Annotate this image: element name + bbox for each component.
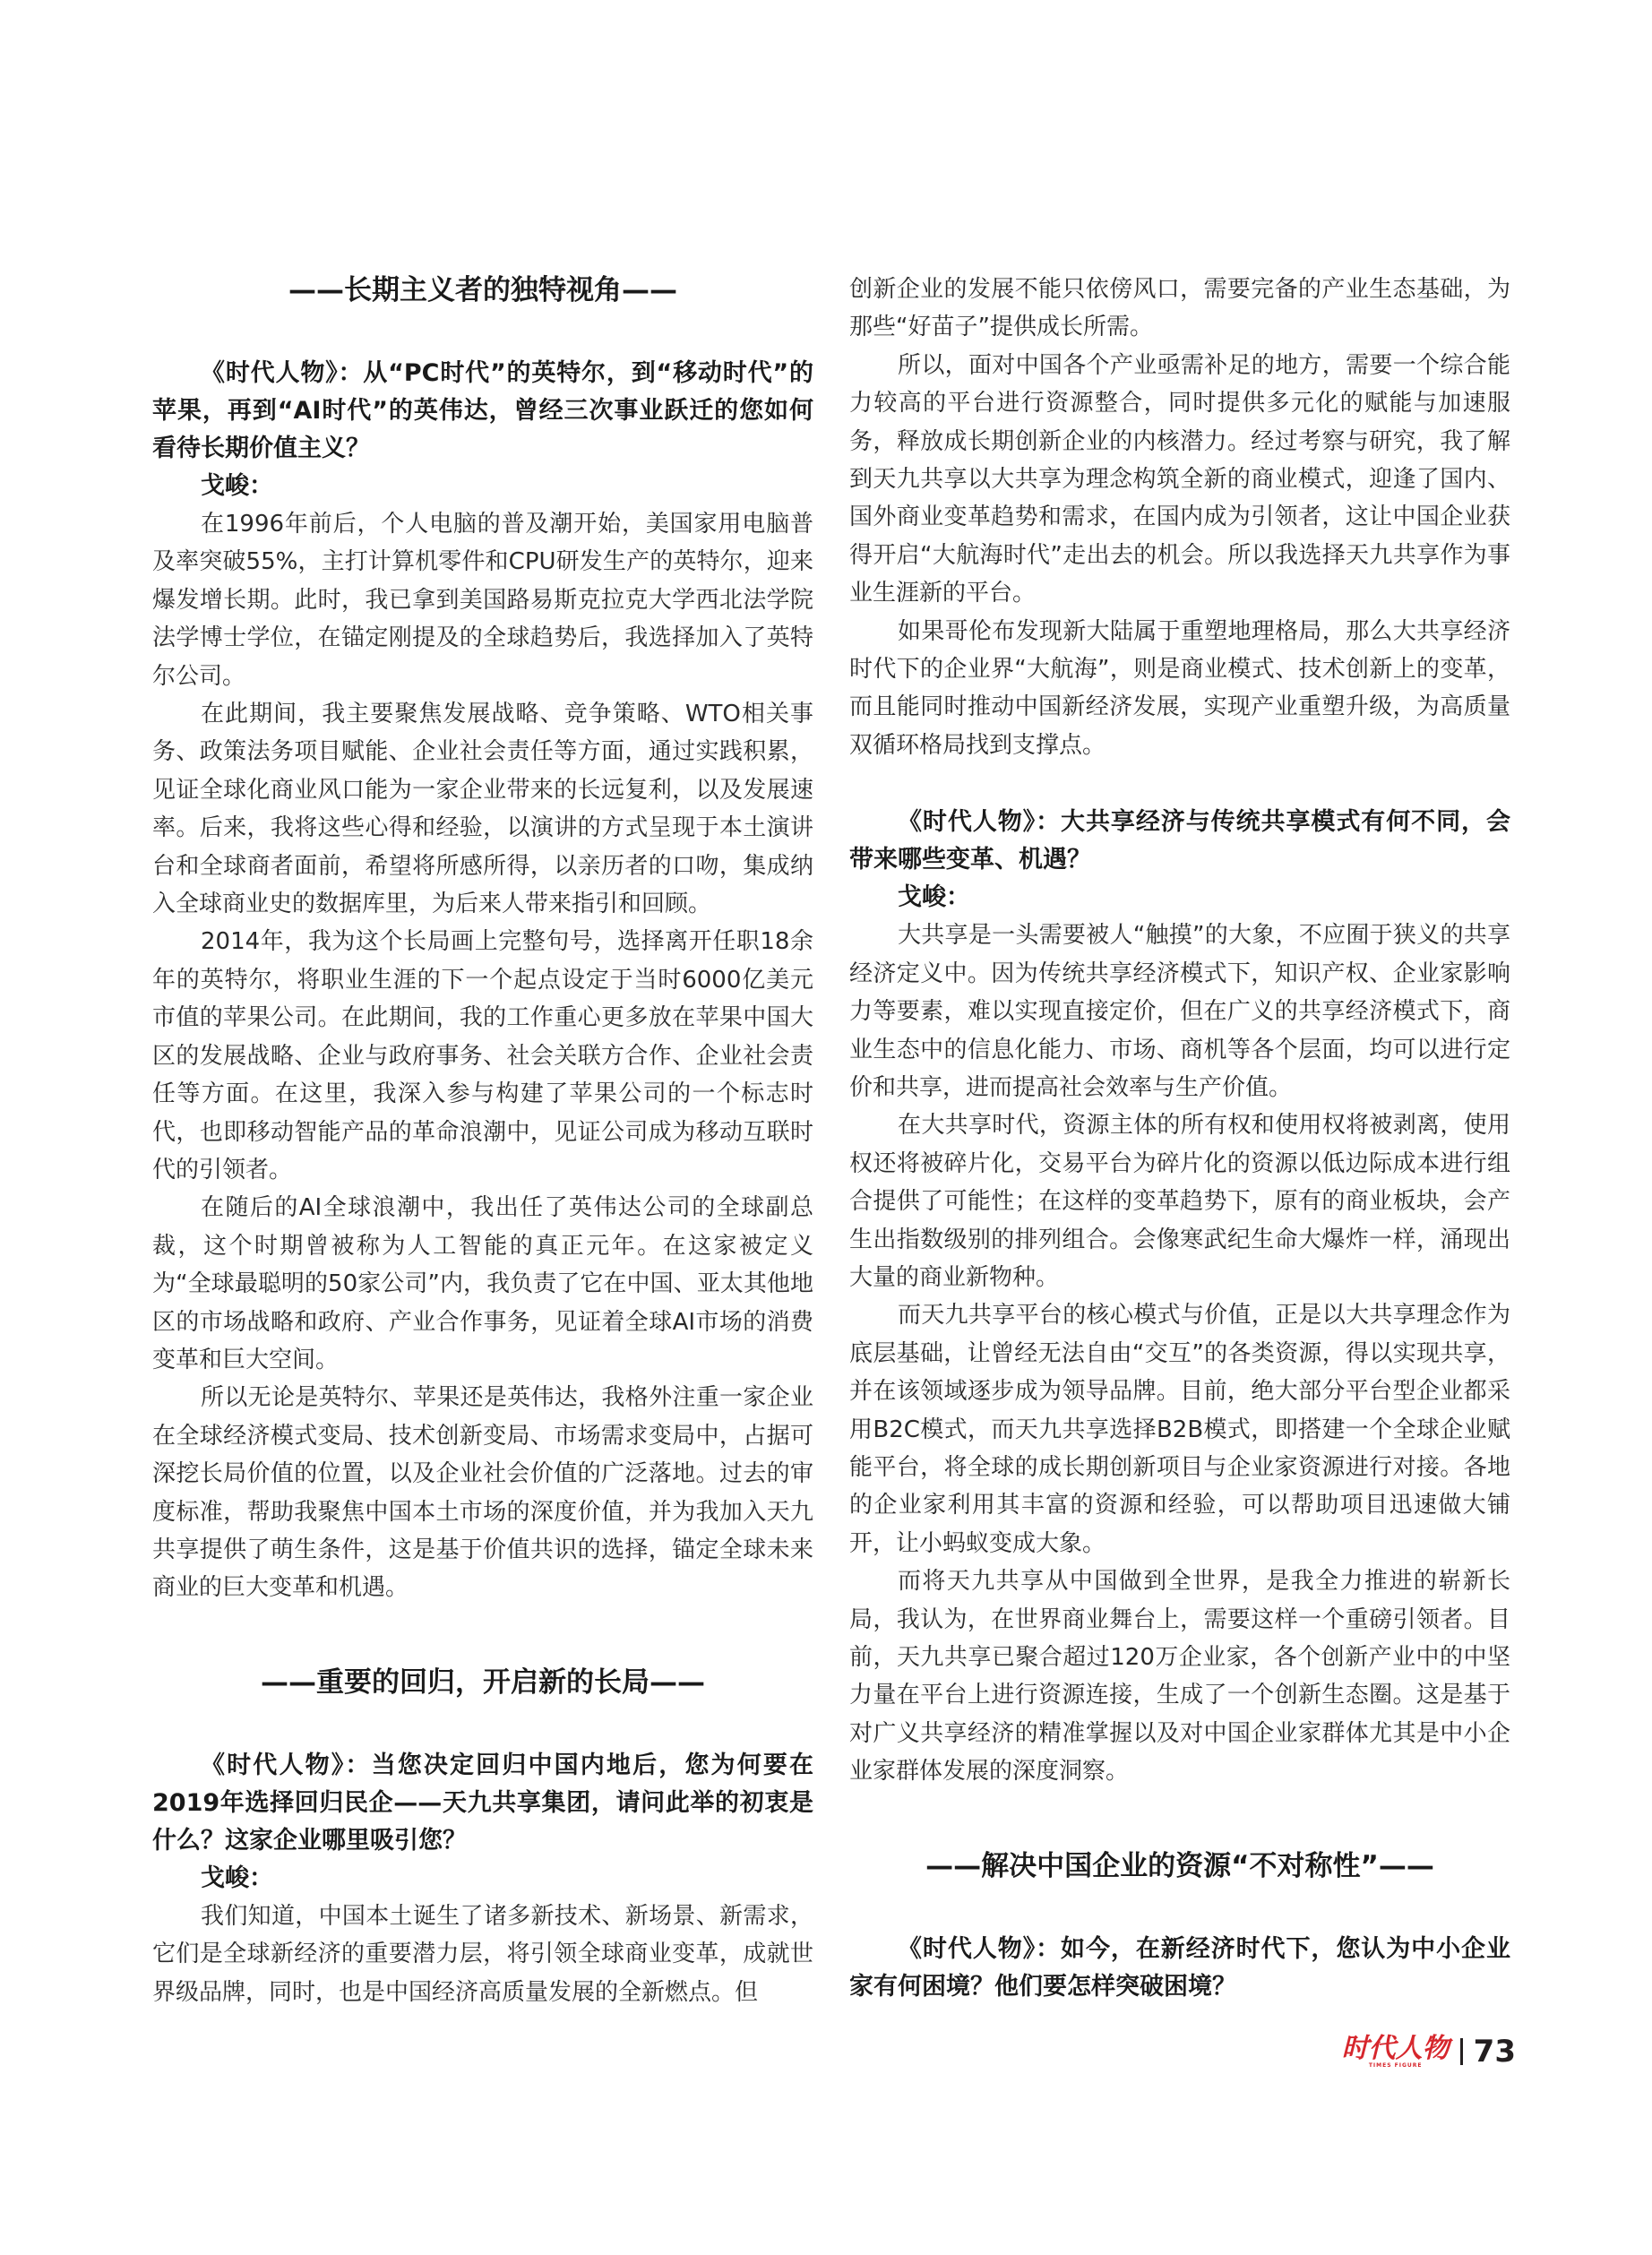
answer-paragraph: 在此期间，我主要聚焦发展战略、竞争策略、WTO相关事务、政策法务项目赋能、企业社会责任等方面，通过实践积累，见证全球化商业风口能为一家企业带来的长远复利，以及发展速率。后来，我将这些心得和经验，以演讲的方式呈现于本土演讲台和全球商者面前，希望将所感所得，以亲历者的口吻，集成纳入全球商业史的数据库里，为后来人带来指引和回顾。: [152, 701, 813, 918]
answer-paragraph: 而将天九共享从中国做到全世界，是我全力推进的崭新长局，我认为，在世界商业舞台上，需要这样一个重磅引领者。目前，天九共享已聚合超过120万企业家，各个创新产业中的中坚力量在平台上进行资源连接，生成了一个创新生态圈。这是基于对广义共享经济的精准掌握以及对中国企业家群体尤其是中小企业家群体发展的深度洞察。: [849, 1568, 1510, 1786]
interview-question: 《时代人物》：从“PC时代”的英特尔，到“移动时代”的苹果，再到“AI时代”的英伟达，曾经三次事业跃迁的您如何看待长期价值主义？: [152, 359, 813, 462]
answer-paragraph: 在1996年前后，个人电脑的普及潮开始，美国家用电脑普及率突破55%，主打计算机零件和CPU研发生产的英特尔，迎来爆发增长期。此时，我已拿到美国路易斯克拉克大学西北法学院法学博士学位，在锚定刚提及的全球趋势后，我选择加入了英特尔公司。: [152, 511, 813, 690]
section-heading-return: ——重要的回归，开启新的长局——: [261, 1665, 705, 1699]
answer-paragraph: 大共享是一头需要被人“触摸”的大象，不应囿于狭义的共享经济定义中。因为传统共享经济模式下，知识产权、企业家影响力等要素，难以实现直接定价，但在广义的共享经济模式下，商业生态中的信息化能力、市场、商机等各个层面，均可以进行定价和共享，进而提高社会效率与生产价值。: [849, 922, 1510, 1101]
page-footer: [1342, 2034, 1516, 2070]
left-column: [152, 271, 813, 2011]
page-number: 73: [1473, 2034, 1516, 2070]
speaker-label: 戈峻：: [898, 883, 970, 912]
section-heading-resource-asymmetry: ——解决中国企业的资源“不对称性”——: [925, 1849, 1434, 1882]
section-heading-long-termism: ——长期主义者的独特视角——: [288, 274, 677, 306]
answer-paragraph: 在随后的AI全球浪潮中，我出任了英伟达公司的全球副总裁，这个时期曾被称为人工智能的真正元年。在这家被定义为“全球最聪明的50家公司”内，我负责了它在中国、亚太其他地区的市场战略和政府、产业合作事务，见证着全球AI市场的消费变革和巨大空间。: [152, 1194, 813, 1373]
interview-question: 《时代人物》：当您决定回归中国内地后，您为何要在2019年选择回归民企——天九共享集团，请问此举的初衷是什么？这家企业哪里吸引您？: [152, 1751, 813, 1855]
spacer: [849, 1791, 1510, 1846]
answer-paragraph: 而天九共享平台的核心模式与价值，正是以大共享理念作为底层基础，让曾经无法自由“交互”的各类资源，得以实现共享，并在该领域逐步成为领导品牌。目前，绝大部分平台型企业都采用B2C模式，而天九共享选择B2B模式，即搭建一个全球企业赋能平台，将全球的成长期创新项目与企业家资源进行对接。各地的企业家利用其丰富的资源和经验，可以帮助项目迅速做大铺开，让小蚂蚁变成大象。: [849, 1302, 1510, 1557]
speaker-label: 戈峻：: [201, 1863, 273, 1892]
right-column: [849, 271, 1510, 2006]
answer-paragraph: 在大共享时代，资源主体的所有权和使用权将被剥离，使用权还将被碎片化，交易平台为碎片化的资源以低边际成本进行组合提供了可能性；在这样的变革趋势下，原有的商业板块，会产生出指数级别的排列组合。会像寒武纪生命大爆炸一样，涌现出大量的商业新物种。: [849, 1112, 1510, 1291]
magazine-logo: [1341, 2032, 1450, 2069]
answer-paragraph: 2014年，我为这个长局画上完整句号，选择离开任职18余年的英特尔，将职业生涯的下一个起点设定于当时6000亿美元市值的苹果公司。在此期间，我的工作重心更多放在苹果中国大区的发展战略、企业与政府事务、社会关联方合作、企业社会责任等方面。在这里，我深入参与构建了苹果公司的一个标志时代，也即移动智能产品的革命浪潮中，见证公司成为移动互联时代的引领者。: [152, 928, 813, 1183]
spacer: [849, 764, 1510, 804]
interview-question: 《时代人物》：大共享经济与传统共享模式有何不同，会带来哪些变革、机遇？: [849, 808, 1510, 874]
answer-paragraph: 我们知道，中国本土诞生了诸多新技术、新场景、新需求，它们是全球新经济的重要潜力层，将引领全球商业变革，成就世界级品牌，同时，也是中国经济高质量发展的全新燃点。但: [152, 1902, 813, 2006]
answer-paragraph: 如果哥伦布发现新大陆属于重塑地理格局，那么大共享经济时代下的企业界“大航海”，则是商业模式、技术创新上的变革，而且能同时推动中国新经济发展，实现产业重塑升级，为高质量双循环格局找到支撑点。: [849, 617, 1510, 759]
footer-divider: [1460, 2038, 1463, 2065]
spacer: [152, 1607, 813, 1663]
answer-paragraph: 所以，面对中国各个产业亟需补足的地方，需要一个综合能力较高的平台进行资源整合，同时提供多元化的赋能与加速服务，释放成长期创新企业的内核潜力。经过考察与研究，我了解到天九共享以大共享为理念构筑全新的商业模式，迎逢了国内、国外商业变革趋势和需求，在国内成为引领者，这让中国企业获得开启“大航海时代”走出去的机会。所以我选择天九共享作为事业生涯新的平台。: [849, 351, 1510, 607]
speaker-label: 戈峻：: [201, 472, 273, 500]
answer-paragraph-continued: 创新企业的发展不能只依傍风口，需要完备的产业生态基础，为那些“好苗子”提供成长所需。: [849, 276, 1510, 341]
logo-text: 时代人物: [1341, 2032, 1450, 2064]
logo-subtext: TIMES FIGURE: [1368, 2061, 1423, 2069]
answer-paragraph: 所以无论是英特尔、苹果还是英伟达，我格外注重一家企业在全球经济模式变局、技术创新变局、市场需求变局中，占据可深挖长局价值的位置，以及企业社会价值的广泛落地。过去的审度标准，帮助我聚焦中国本土市场的深度价值，并为我加入天九共享提供了萌生条件，这是基于价值共识的选择，锚定全球未来商业的巨大变革和机遇。: [152, 1384, 813, 1602]
interview-question: 《时代人物》：如今，在新经济时代下，您认为中小企业家有何困境？他们要怎样突破困境？: [849, 1934, 1510, 2001]
